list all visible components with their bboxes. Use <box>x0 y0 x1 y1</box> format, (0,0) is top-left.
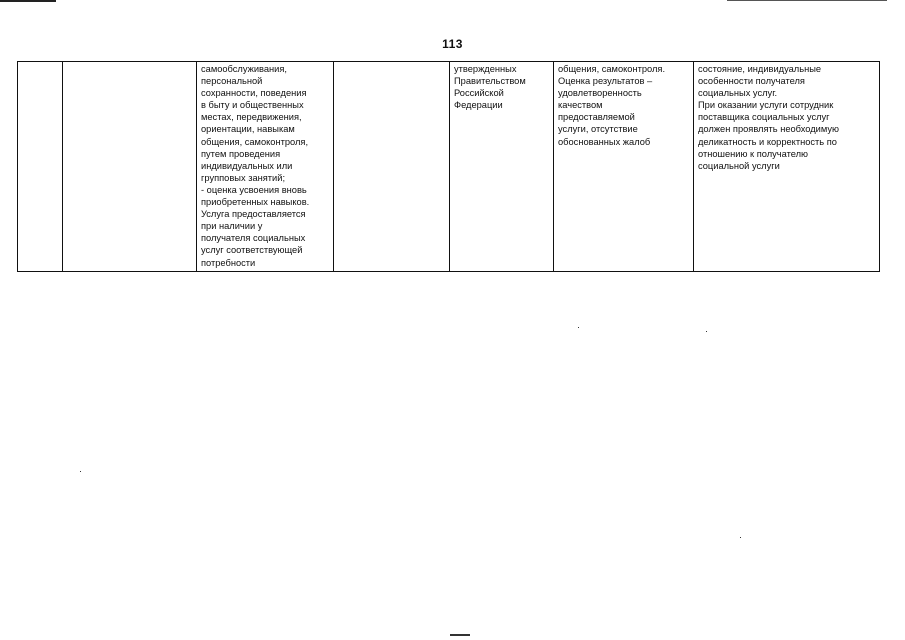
service-table <box>17 61 880 272</box>
scan-edge-mark <box>727 0 887 1</box>
scan-speck <box>80 471 81 472</box>
scan-speck <box>578 327 579 328</box>
page-number: 113 <box>442 37 463 51</box>
table-cell-service-name <box>63 62 197 272</box>
table-cell-conditions: состояние, индивидуальные особенности получателя социальных услуг. При оказании услуги сотрудник поставщика социальных услуг должен проявлять необходимую деликатность и корректность по отношению к получателю социальной услуги <box>694 62 880 272</box>
scan-speck <box>706 331 707 332</box>
table-cell-tariff: утвержденных Правительством Российской Федерации <box>450 62 554 272</box>
table-cell-service-description: самообслуживания, персональной сохранности, поведения в быту и общественных местах, передвижения, ориентации, навыкам общения, самоконтроля, путем проведения индивидуальных или групповых занятий; - оценка усвоения вновь приобретенных навыков. Услуга предоставляется при наличии у получателя социальных услуг соответствующей потребности <box>197 62 334 272</box>
table-row <box>18 62 880 272</box>
scan-edge-mark <box>450 634 470 636</box>
table-cell-number <box>18 62 63 272</box>
scan-speck <box>740 537 741 538</box>
scan-edge-mark <box>0 0 56 2</box>
table-cell-service-term <box>334 62 450 272</box>
table-cell-quality-indicators: общения, самоконтроля. Оценка результатов – удовлетворенность качеством предоставляемой услуги, отсутствие обоснованных жалоб <box>554 62 694 272</box>
